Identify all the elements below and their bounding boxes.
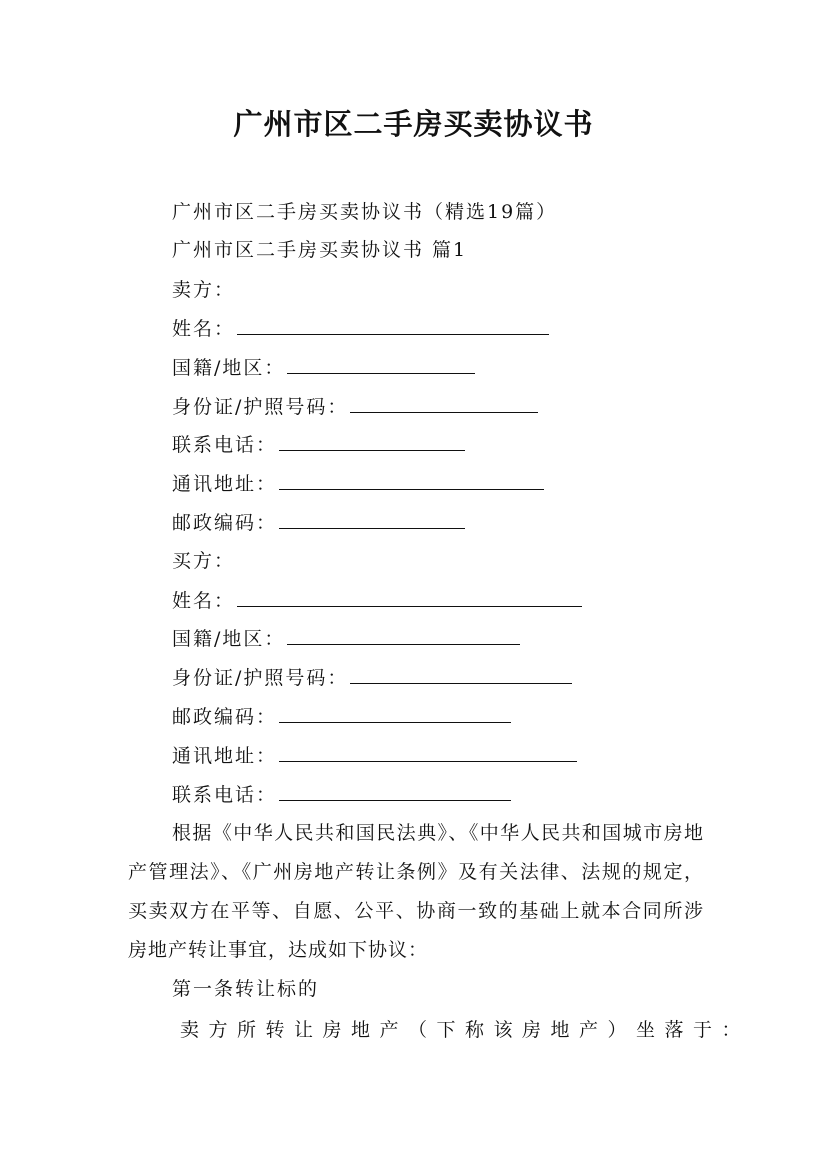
body-paragraph: 根据《中华人民共和国民法典》、《中华人民共和国城市房地产管理法》、《广州房地产转让条例》及有关法律、法规的规定，买卖双方在平等、自愿、公平、协商一致的基础上就本合同所涉房地产转让事宜，达成如下协议： — [128, 822, 704, 961]
seller-address-row — [172, 471, 544, 496]
buyer-address-label: 通讯地址： — [172, 745, 278, 767]
seller-postcode-blank[interactable] — [279, 510, 465, 529]
seller-phone-row — [172, 432, 465, 457]
buyer-phone-row — [172, 782, 511, 807]
seller-name-label: 姓名： — [172, 318, 236, 340]
seller-phone-blank[interactable] — [279, 432, 465, 451]
seller-heading: 卖方： — [172, 279, 236, 301]
seller-name-row — [172, 316, 549, 341]
seller-address-label: 通讯地址： — [172, 473, 278, 495]
buyer-nationality-label: 国籍/地区： — [172, 628, 286, 650]
seller-phone-label: 联系电话： — [172, 434, 278, 456]
seller-id-blank[interactable] — [350, 394, 538, 413]
subtitle: 广州市区二手房买卖协议书（精选19篇） — [172, 201, 558, 223]
buyer-phone-blank[interactable] — [279, 782, 511, 801]
seller-name-blank[interactable] — [237, 316, 549, 335]
seller-nationality-label: 国籍/地区： — [172, 357, 286, 379]
article1-text: 卖方所转让房地产（下称该房地产）坐落于： — [180, 1019, 751, 1041]
seller-nationality-row — [172, 355, 475, 380]
buyer-phone-label: 联系电话： — [172, 784, 278, 806]
buyer-name-row — [172, 588, 582, 613]
article1-heading: 第一条转让标的 — [172, 978, 320, 1000]
buyer-address-row — [172, 743, 577, 768]
seller-id-row — [172, 394, 538, 419]
seller-postcode-row — [172, 510, 465, 535]
seller-nationality-blank[interactable] — [287, 355, 475, 374]
document-title: 广州市区二手房买卖协议书 — [233, 107, 594, 141]
buyer-address-blank[interactable] — [279, 743, 577, 762]
buyer-name-blank[interactable] — [237, 588, 582, 607]
buyer-postcode-label: 邮政编码： — [172, 706, 278, 728]
buyer-name-label: 姓名： — [172, 590, 236, 612]
buyer-postcode-row — [172, 704, 511, 729]
seller-postcode-label: 邮政编码： — [172, 512, 278, 534]
seller-address-blank[interactable] — [279, 471, 544, 490]
buyer-id-row — [172, 665, 572, 690]
buyer-id-blank[interactable] — [350, 665, 572, 684]
buyer-heading: 买方： — [172, 550, 236, 572]
buyer-id-label: 身份证/护照号码： — [172, 667, 349, 689]
seller-id-label: 身份证/护照号码： — [172, 396, 349, 418]
buyer-nationality-row — [172, 626, 520, 651]
buyer-nationality-blank[interactable] — [287, 626, 520, 645]
chapter-heading: 广州市区二手房买卖协议书 篇1 — [172, 239, 468, 261]
buyer-postcode-blank[interactable] — [279, 704, 511, 723]
